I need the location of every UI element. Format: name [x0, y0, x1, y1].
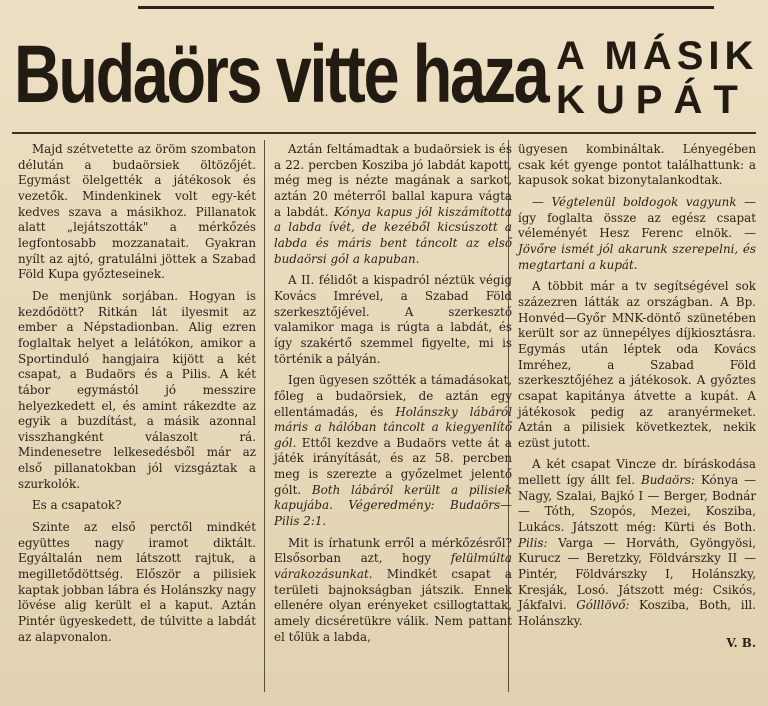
italic-run: — Végtelenül boldogok vagyunk: [532, 194, 737, 209]
paragraph: Szinte az első perctől mindkét együttes nagy iramot diktált. Egyáltalán nem látszott rajtuk, a megilletődöttség. Először a pilisiek kaptak jobban lábra és Holánszky nagy lövése alig került el a kaput. Aztán Pintér ügyeskedett, de túlvitte a labdát az alapvonalon.: [18, 520, 256, 644]
italic-run: Pilis:: [518, 535, 548, 550]
paragraph: Es a csapatok?: [32, 498, 122, 513]
italic-run: Jövőre ismét jól akarunk szerepelni, és megtartani a kupát.: [518, 241, 756, 272]
article-column-3: [518, 142, 756, 651]
author-signature: V. B.: [726, 635, 756, 650]
headline-side-line1: A MÁSIK: [556, 34, 759, 78]
paragraph: De menjünk sorjában. Hogyan is kezdődött? Ritkán lát ilyesmit az ember a Népstadionban. Alig ezren foglaltak helyet a lelátókon, amikor a Sportinduló hangjaira kijött a két csapat, a Budaörs és a Pilis. A két tábor egymástól jó messzire helyezkedett el, és amint rákezdte az egyik a buzdítást, a másik azonnal visszhangként válaszolt rá. Mindenesetre lelkesedésből már az első pillanatokban jól vizsgáztak a szurkolók.: [18, 288, 256, 491]
text-run: Ettől kezdve a Budaörs vette át a játék irányítását, és az 58. percben meg is szerezte a győzelmet jelentő gólt.: [274, 435, 512, 497]
paragraph: ügyesen kombináltak. Lényegében csak két gyenge pontot találhattunk: a kapusok sokat bizonytalankodtak.: [518, 142, 756, 188]
italic-run: Holánszky lábáról máris a hálóban táncolt a kiegyenlítő gól.: [274, 404, 512, 450]
headline-rule: [12, 132, 756, 134]
text-run: Varga — Horváth, Gyöngyösi, Kurucz — Beretzky, Földvárszky II — Pintér, Földvárszky I, Holánszky, Kresják, Losó. Játszott még: Csikós, Jákfalvi.: [518, 535, 756, 613]
paragraph: [274, 142, 512, 267]
paragraph: A többit már a tv segítségével sok százezren látták az országban. A Bp. Honvéd—Győr MNK-döntő szünetében került sor az ünnepélyes díjkiosztásra. Egymás után léptek oda Kovács Imréhez, a Szabad Föld szerkesztőjéhez a játékosok. A győztes csapat kapitánya átvette a kupát. A játékosok pedig az aranyérmeket. Aztán a pilisiek következtek, nekik ezüst jutott.: [518, 279, 756, 450]
paragraph: [518, 457, 756, 629]
text-run: Kosziba, Both, ill. Holánszky.: [518, 598, 756, 629]
text-run: — így foglalta össze az egész csapat véleményét Hesz Ferenc elnök. —: [518, 194, 757, 241]
paragraph: Majd szétvetette az öröm szombaton délután a budaörsiek öltözőjét. Egymást ölelgették a játékosok és vezetők. Mindenkinek volt egy-két kedves szava a másikhoz. Pillanatok alatt „lejátszották" a mérkőzés legfontosabb mozzanatait. Gyakran nyílt az ajtó, gratulálni jöttek a Szabad Föld Kupa győzteseinek.: [18, 142, 256, 282]
paragraph: [274, 373, 512, 530]
paragraph: [274, 536, 512, 646]
headline-side: [556, 34, 759, 122]
italic-run: Budaörs:: [640, 473, 696, 488]
top-rule: [138, 6, 714, 9]
column-separator-1: [264, 140, 265, 692]
text-run: Igen ügyesen szőtték a támadásokat, főleg a budaörsiek, de aztán egy ellentámadás, és: [274, 373, 512, 419]
article-column-1: [18, 142, 256, 651]
italic-run: Gólllövő:: [576, 598, 630, 613]
italic-run: felülmúlta várakozásunkat.: [274, 551, 512, 582]
italic-run: Kónya kapus jól kiszámította a labda ívét, de kezéből kicsúszott a labda és máris bent táncolt az első budaörsi gól a kapuban.: [274, 204, 512, 266]
text-run: Mindkét csapat a területi bajnokságban játszik. Ennek ellenére olyan erényeket csillogtattak, amely dicséretükre válik. Nem pattant el tőlük a labda,: [274, 567, 512, 644]
italic-run: Both lábáról került a pilisiek kapujába. Végeredmény: Budaörs—Pilis 2:1.: [274, 482, 512, 529]
text-run: Mit is írhatunk erről a mérkőzésről? Elsősorban azt, hogy: [274, 535, 512, 566]
text-run: Aztán feltámadtak a budaörsiek is és a 22. percben Kosziba jó labdát kapott, még meg is nézte magának a sarkot, aztán 20 méterről ballal kapura vágta a labdát.: [274, 142, 512, 219]
paragraph: A II. félidőt a kispadról néztük végig Kovács Imrével, a Szabad Föld szerkesztőjével. A szerkesztő valamikor maga is rúgta a labdát, és így szakértő szemmel figyelte, mi is történik a pályán.: [274, 273, 512, 366]
text-run: Kónya — Nagy, Szalai, Bajkó I — Berger, Bodnár — Tóth, Szopós, Mezei, Kosziba, Lukács. Játszott még: Kürti és Both.: [518, 473, 756, 535]
text-run: A két csapat Vincze dr. bíráskodása mellett így állt fel.: [518, 457, 756, 488]
headline-main: Budaörs vitte haza: [14, 29, 548, 120]
article-column-2: [274, 142, 512, 651]
paragraph: [518, 195, 756, 273]
headline-side-line2: KUPÁT: [556, 78, 749, 122]
